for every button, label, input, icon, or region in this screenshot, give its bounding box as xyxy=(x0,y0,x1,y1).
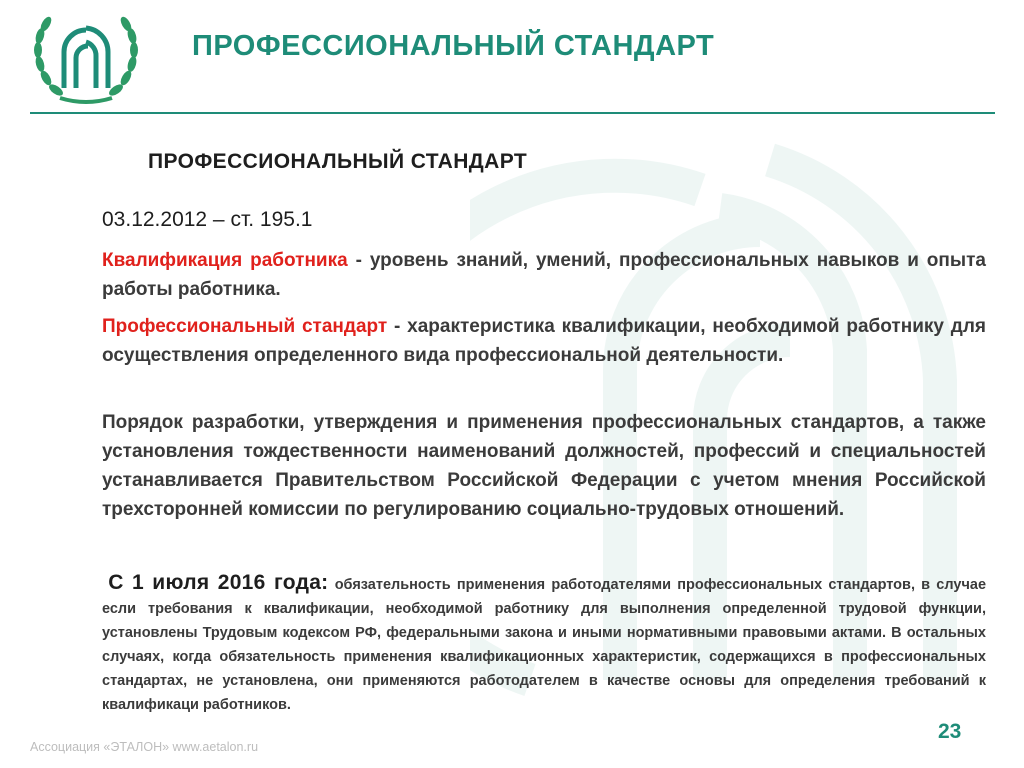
page-number: 23 xyxy=(938,720,962,743)
etalon-logo-icon xyxy=(30,6,142,106)
from-2016-date: С 1 июля 2016 года: xyxy=(108,571,329,594)
footer-text: Ассоциация «ЭТАЛОН» www.aetalon.ru xyxy=(30,740,259,754)
header-title: ПРОФЕССИОНАЛЬНЫЙ СТАНДАРТ xyxy=(192,30,715,62)
procedure-paragraph: Порядок разработки, утверждения и применения профессиональных стандартов, а также установления тождественности наименований должностей, профессий и специальностей устанавливается Правительством Российской Федерации с учетом мнения Российской трехсторонней комиссии по регулированию социально-трудовых отношений. xyxy=(102,412,986,520)
from-2016-text: обязательность применения работодателями профессиональных стандартов, в случае если требования к квалификации, необходимой работнику для выполнения определенной трудовой функции, установлены Трудовым кодексом РФ, федеральными закона и иными нормативными правовыми актами. В остальных случаях, когда обязательность применения квалификационных характеристик, содержащихся в профессиональных стандартах, не установлена, они применяются работодателем в качестве основы для определения требований к квалификаци работников. xyxy=(102,577,987,713)
qualification-term: Квалификация работника xyxy=(102,250,348,271)
qualification-paragraph xyxy=(102,246,986,304)
standard-text: - характеристика квалификации, необходимой работнику для осуществления определенного вида профессиональной деятельности. xyxy=(102,316,986,366)
date-line: 03.12.2012 – ст. 195.1 xyxy=(102,208,313,231)
standard-paragraph xyxy=(102,312,986,370)
from-2016-paragraph xyxy=(102,571,986,717)
standard-term: Профессиональный стандарт xyxy=(102,316,388,337)
content-title: ПРОФЕССИОНАЛЬНЫЙ СТАНДАРТ xyxy=(148,150,528,173)
qualification-text: - уровень знаний, умений, профессиональных навыков и опыта работы работника. xyxy=(102,250,986,300)
header-divider xyxy=(30,112,995,114)
